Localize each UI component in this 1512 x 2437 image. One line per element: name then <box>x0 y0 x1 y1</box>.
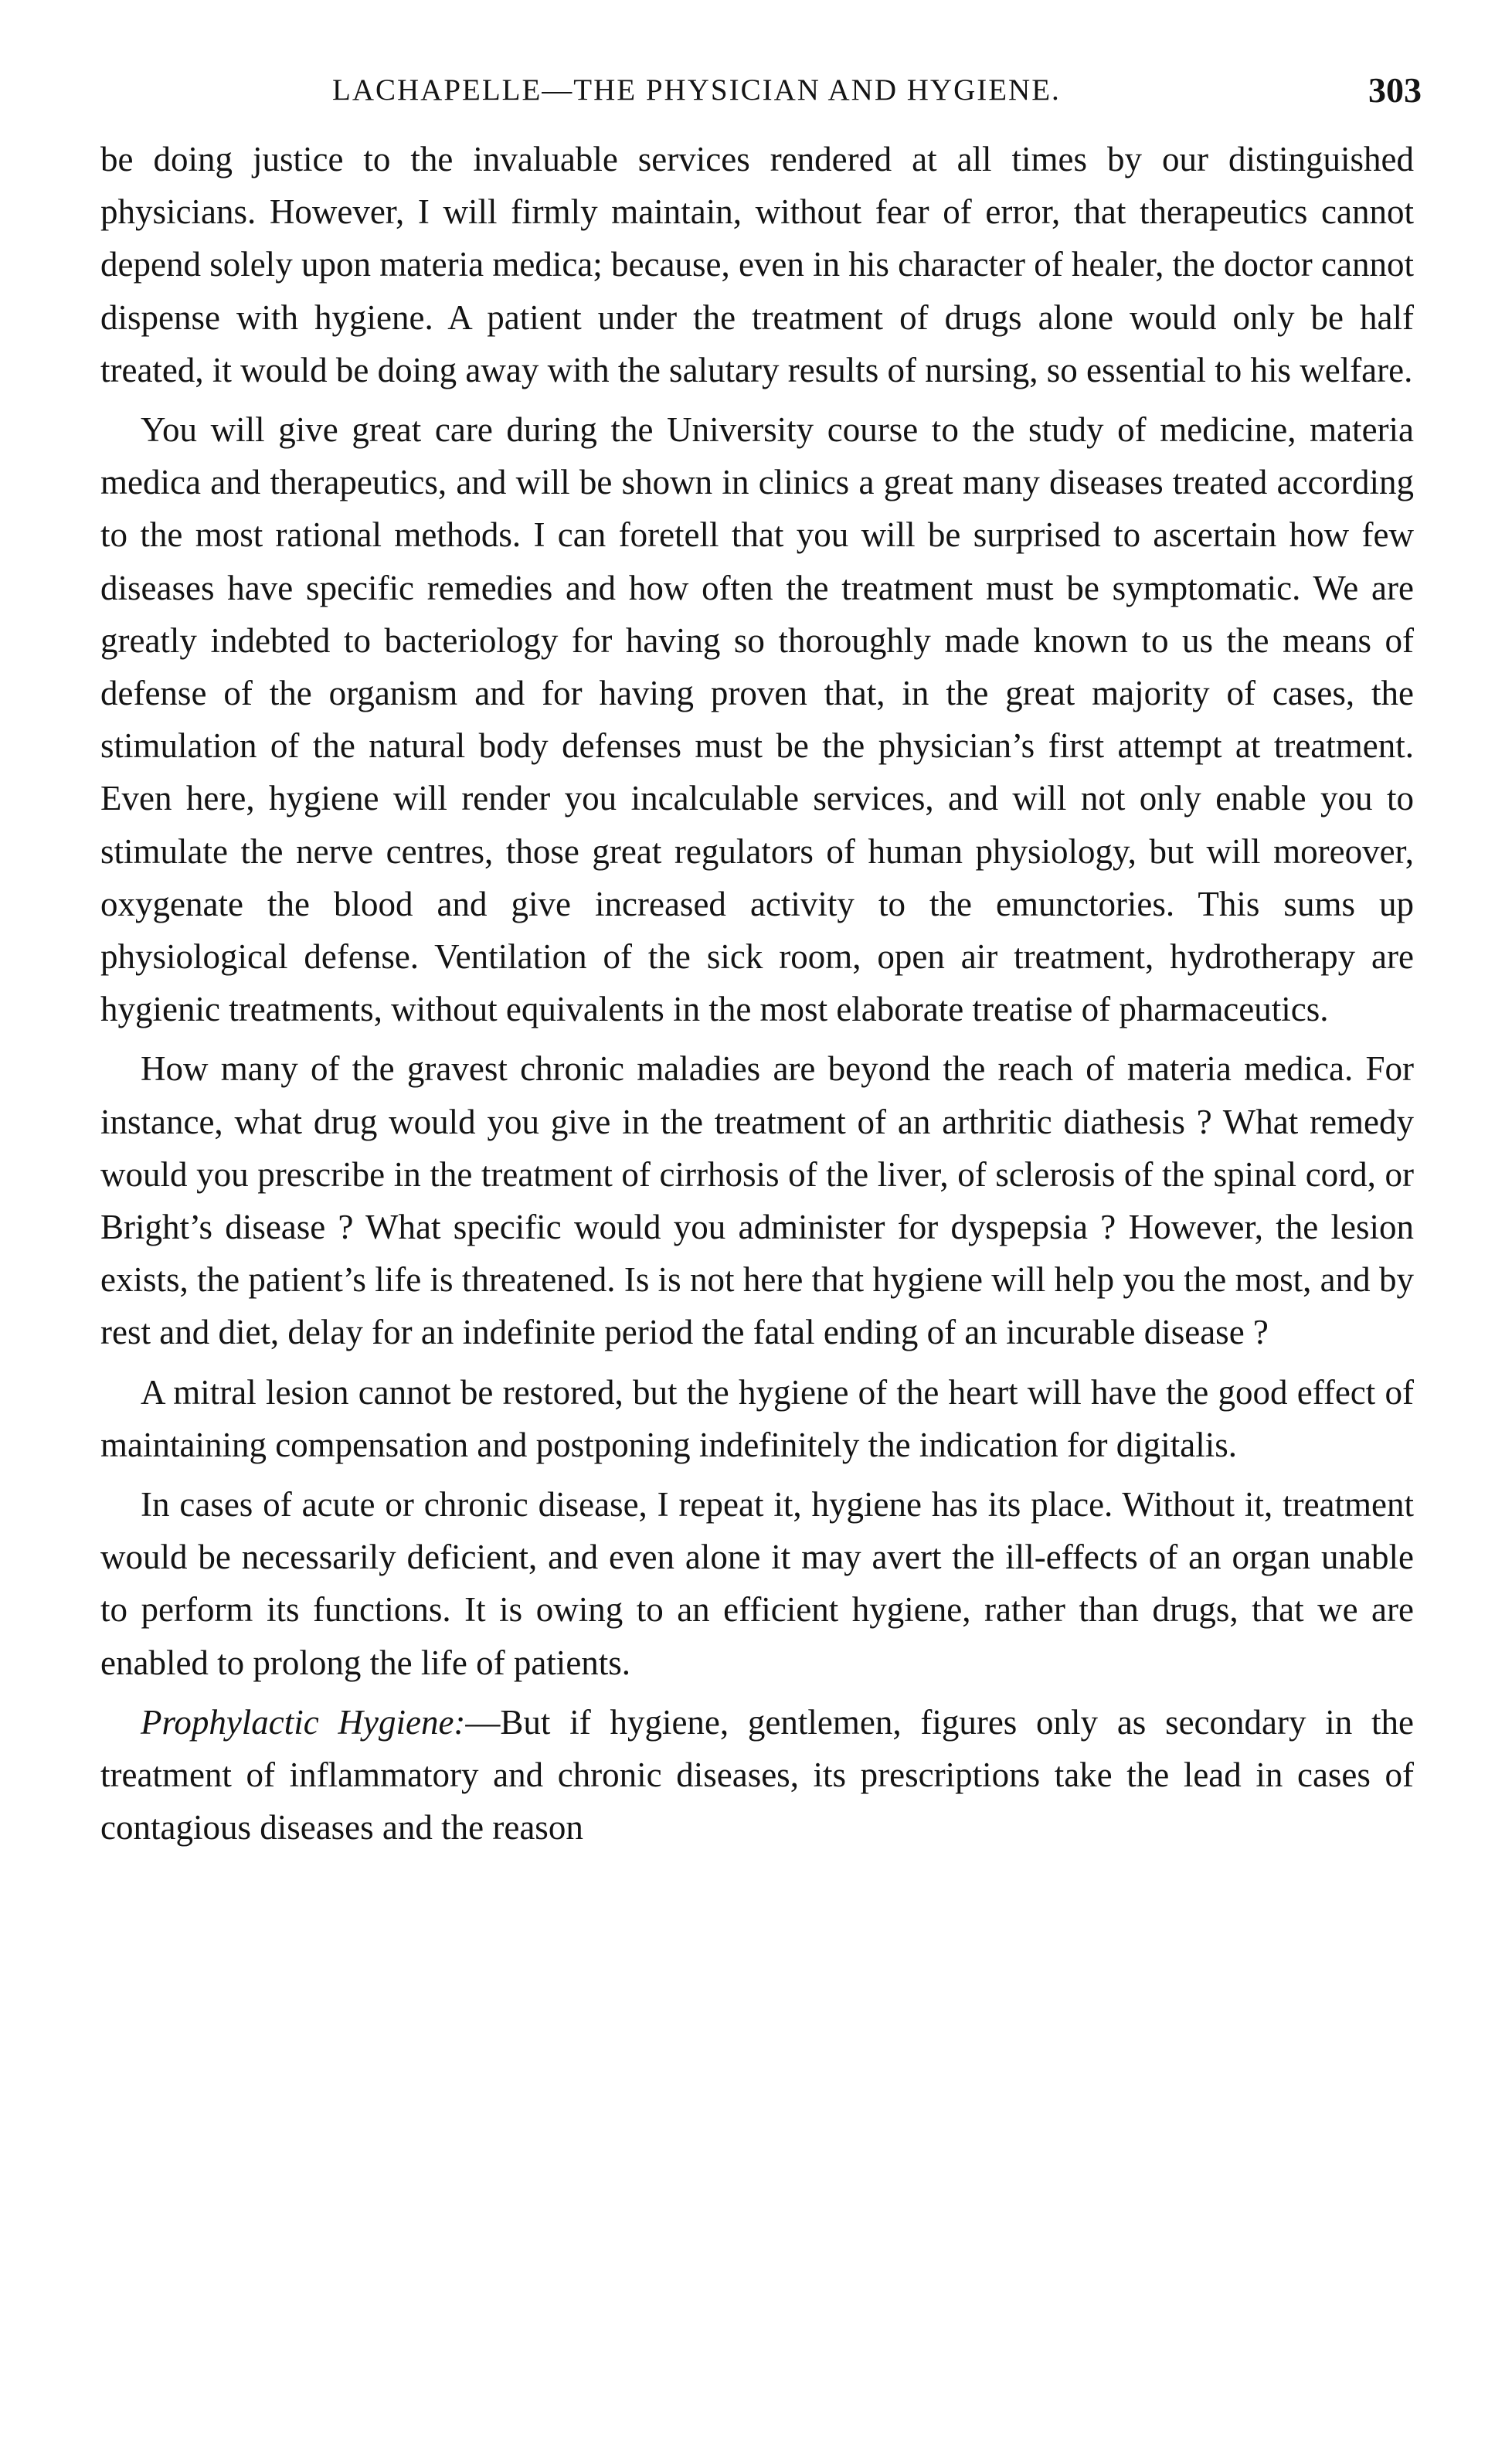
running-head <box>100 70 1422 124</box>
body-text <box>100 133 1414 1854</box>
paragraph-mitral-lesion <box>100 1366 1414 1471</box>
paragraph-text: A mitral lesion cannot be restored, but the hygiene of the heart will have the good effect of maintaining compensation and postponing indefinitely the indication for digitalis. <box>100 1372 1414 1464</box>
running-title: LACHAPELLE—THE PHYSICIAN AND HYGIENE. <box>332 73 1061 107</box>
section-lead-italic: Prophylactic Hygiene: <box>141 1702 466 1742</box>
paragraph-acute-chronic <box>100 1478 1414 1689</box>
paragraph-text: You will give great care during the University course to the study of medicine, materia medica and therapeutics, and will be shown in clinics a great many diseases treated according to the most rational methods. I can foretell that you will be surprised to ascertain how few diseases have specific remedies and how often the treatment must be symptomatic. We are greatly indebted to bacteriology for having so thoroughly made known to us the means of defense of the organism and for having proven that, in the great majority of cases, the stimulation of the natural body defenses must be the physician’s first attempt at treatment. Even here, hygiene will render you incalculable services, and will not only enable you to stimulate the nerve centres, those great regulators of human physiology, but will moreover, oxygenate the blood and give increased activity to the emunctories. This sums up physiological defense. Ventilation of the sick room, open air treatment, hydrotherapy are hygienic treatments, without equivalents in the most elaborate treatise of pharmaceutics. <box>100 410 1414 1029</box>
paragraph-chronic-maladies <box>100 1042 1414 1358</box>
paragraph-text: be doing justice to the invaluable services rendered at all times by our distinguished physicians. However, I will firmly maintain, without fear of error, that therapeutics cannot depend solely upon materia medica; because, even in his character of healer, the doctor cannot dispense with hygiene. A patient under the treatment of drugs alone would only be half treated, it would be doing away with the salutary results of nursing, so essential to his welfare. <box>100 140 1414 389</box>
book-page <box>100 70 1422 1861</box>
paragraph-continuation <box>100 133 1414 396</box>
paragraph-text: In cases of acute or chronic disease, I repeat it, hygiene has its place. Without it, treatment would be necessarily deficient, and even alone it may avert the ill-effects of an organ unable to perform its functions. It is owing to an efficient hygiene, rather than drugs, that we are enabled to prolong the life of patients. <box>100 1485 1414 1682</box>
paragraph-university-course <box>100 403 1414 1035</box>
paragraph-prophylactic-hygiene <box>100 1696 1414 1854</box>
page-number: 303 <box>1368 70 1422 110</box>
paragraph-text: —But if hygiene, gentlemen, figures only as secondary in the treatment of inflammatory and chronic diseases, its prescriptions take the lead in cases of contagious diseases and the reason <box>100 1702 1414 1847</box>
paragraph-text: How many of the gravest chronic maladies are beyond the reach of materia medica. For instance, what drug would you give in the treatment of an arthritic diathesis ? What remedy would you prescribe in the treatment of cirrhosis of the liver, of sclerosis of the spinal cord, or Bright’s disease ? What specific would you administer for dyspepsia ? However, the lesion exists, the patient’s life is threatened. Is is not here that hygiene will help you the most, and by rest and diet, delay for an indefinite period the fatal ending of an incurable disease ? <box>100 1049 1414 1352</box>
